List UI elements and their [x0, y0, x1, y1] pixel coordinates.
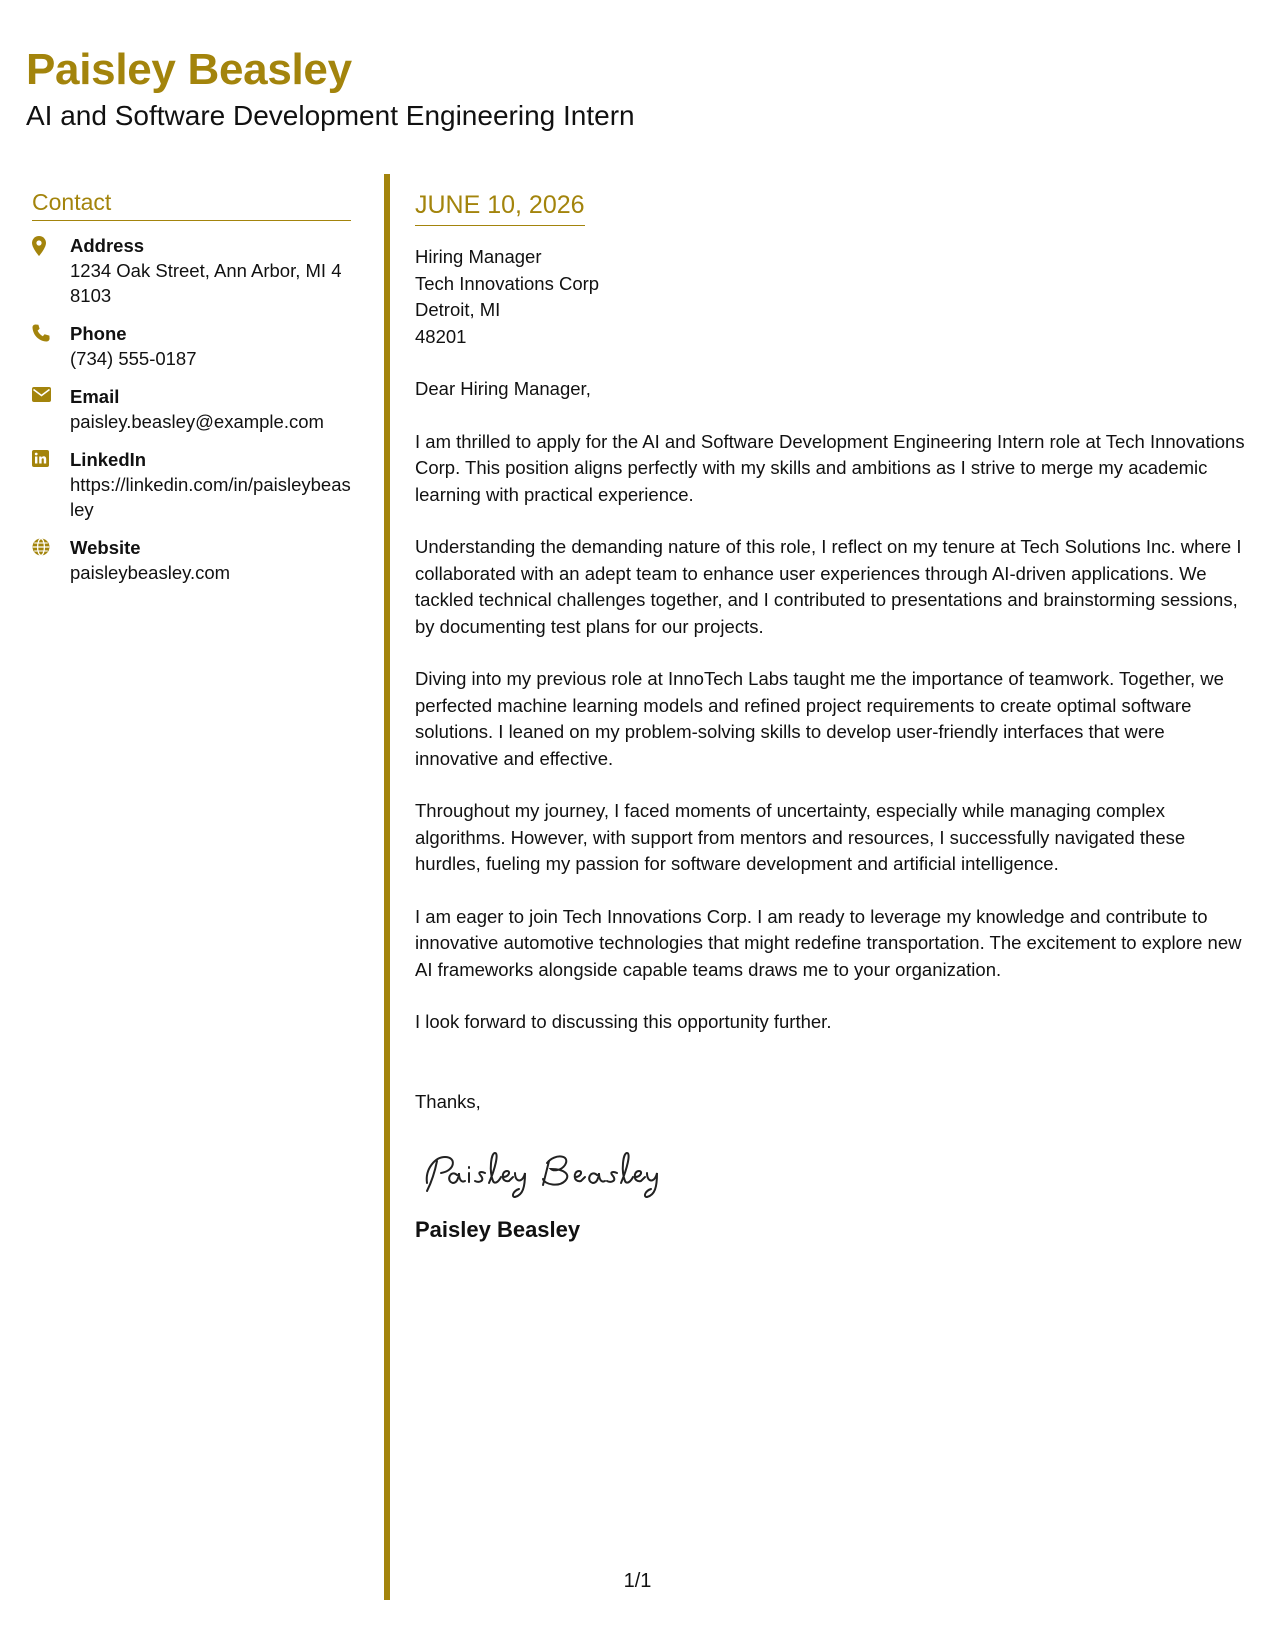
contact-item-linkedin [32, 447, 351, 522]
body-paragraph: Understanding the demanding nature of this role, I reflect on my tenure at Tech Solutions Inc. where I collaborated with an adept team to enhance user experiences through AI-driven applications. We tackled technical challenges together, and I contributed to presentations and brainstorming sessions, by documenting test plans for our projects. [415, 536, 1242, 637]
vertical-divider [384, 174, 390, 1600]
contact-item-website [32, 535, 351, 585]
signer-name: Paisley Beasley [415, 1217, 581, 1242]
body-paragraph: I look forward to discussing this opportunity further. [415, 1011, 832, 1032]
closing: Thanks, [415, 1090, 481, 1112]
envelope-icon [32, 384, 70, 402]
recipient-line: Tech Innovations Corp [415, 272, 600, 294]
globe-icon [32, 535, 70, 556]
website-value[interactable]: paisleybeasley.com [70, 561, 231, 583]
phone-label: Phone [70, 322, 127, 344]
contact-sidebar [32, 188, 351, 598]
recipient-line: Detroit, MI [415, 299, 501, 320]
address-label: Address [70, 234, 145, 256]
linkedin-value[interactable]: https://linkedin.com/in/paisleybeasley [70, 473, 351, 520]
letter-date: JUNE 10, 2026 [415, 190, 585, 226]
contact-item-address [32, 233, 351, 308]
phone-icon [32, 321, 70, 342]
job-title: AI and Software Development Engineering Intern [26, 100, 635, 131]
map-pin-icon [32, 233, 70, 256]
contact-item-phone [32, 321, 351, 371]
linkedin-icon [32, 447, 70, 467]
handwritten-signature [415, 1139, 1250, 1203]
website-label: Website [70, 536, 141, 558]
email-value[interactable]: paisley.beasley@example.com [70, 410, 324, 432]
recipient-block [415, 244, 1250, 350]
address-value: 1234 Oak Street, Ann Arbor, MI 48103 [70, 259, 342, 306]
body-paragraph: Diving into my previous role at InnoTech Labs taught me the importance of teamwork. Together, we perfected machine learning models and refined project requirements to create optimal software solutions. I leaned on my problem-solving skills to develop user-friendly interfaces that were innovative and effective. [415, 668, 1224, 769]
email-label: Email [70, 385, 120, 407]
applicant-name: Paisley Beasley [26, 45, 352, 94]
contact-item-email [32, 384, 351, 434]
page-number: 1/1 [623, 1570, 652, 1592]
salutation: Dear Hiring Manager, [415, 378, 591, 399]
linkedin-label: LinkedIn [70, 448, 147, 470]
body-paragraph: I am thrilled to apply for the AI and Software Development Engineering Intern role at Tech Innovations Corp. This position aligns perfectly with my skills and ambitions as I strive to merge my academic learning with practical experience. [415, 430, 1245, 505]
recipient-line: Hiring Manager [415, 246, 542, 267]
letter-body [415, 190, 1250, 1244]
contact-heading: Contact [32, 188, 351, 221]
body-paragraph: I am eager to join Tech Innovations Corp. I am ready to leverage my knowledge and contribute to innovative automotive technologies that might redefine transportation. The excitement to explore new AI frameworks alongside capable teams draws me to your organization. [415, 905, 1242, 980]
body-paragraph: Throughout my journey, I faced moments of uncertainty, especially while managing complex algorithms. However, with support from mentors and resources, I successfully navigated these hurdles, fueling my passion for software development and artificial intelligence. [415, 800, 1186, 874]
phone-value: (734) 555-0187 [70, 347, 197, 369]
recipient-line: 48201 [415, 325, 467, 347]
